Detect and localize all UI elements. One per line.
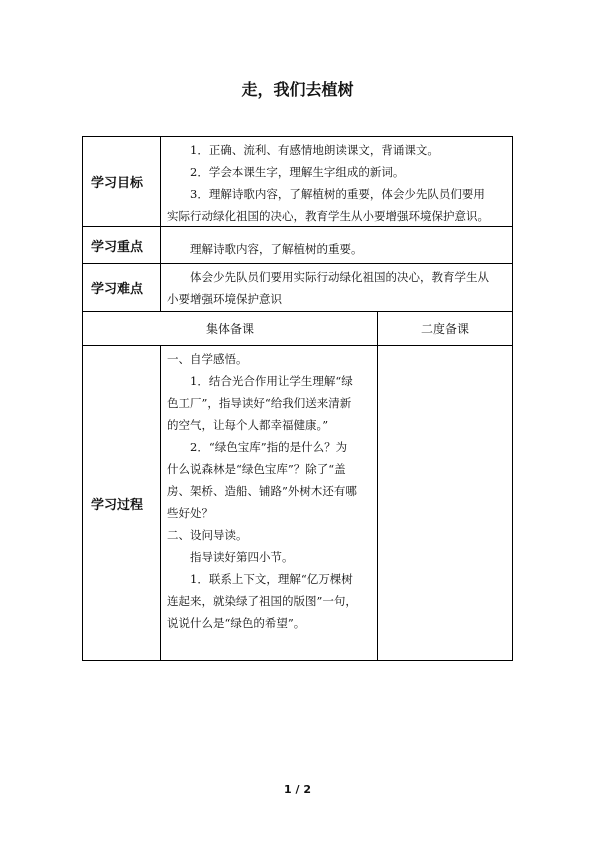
table-border-bottom [82, 660, 512, 661]
goals-line: 实际行动绿化祖国的决心，教育学生从小要增强环境保护意识。 [167, 209, 489, 223]
process-line: 房、架桥、造船、铺路”外树木还有哪 [167, 484, 357, 498]
process-line: 2．“绿色宝库”指的是什么？为 [190, 440, 348, 454]
process-line: 些好处？ [167, 506, 213, 520]
process-line: 1．联系上下文，理解“亿万棵树 [190, 572, 353, 586]
key-points-label: 学习重点 [91, 239, 144, 255]
secondary-prep-notes [378, 346, 512, 660]
goals-content [167, 139, 512, 226]
difficulties-content [167, 266, 512, 310]
collective-prep-header: 集体备课 [205, 322, 254, 336]
process-label: 学习过程 [91, 497, 144, 513]
process-content [167, 348, 372, 648]
difficulties-line: 小要增强环境保护意识 [167, 292, 282, 306]
table-column-divider [160, 136, 161, 311]
goals-line: 3．理解诗歌内容，了解植树的重要，体会少先队员们要用 [190, 187, 485, 201]
process-line: 说说什么是“绿色的希望”。 [167, 616, 306, 630]
goals-label: 学习目标 [91, 176, 144, 191]
process-line: 指导读好第四小节。 [190, 550, 294, 564]
process-line: 连起来，就染绿了祖国的版图”一句， [167, 594, 357, 608]
process-line: 的空气，让每个人都幸福健康。” [167, 418, 329, 432]
process-line: 二、设问导读。 [167, 528, 248, 542]
process-line: 一、自学感悟。 [167, 352, 248, 366]
secondary-prep-header: 二度备课 [420, 322, 469, 336]
key-points-content [167, 238, 512, 260]
difficulties-line: 体会少先队员们要用实际行动绿化祖国的决心，教育学生从 [190, 270, 489, 284]
table-column-divider [160, 345, 161, 660]
table-border-right [512, 136, 513, 661]
process-line: 什么说森林是“绿色宝库”？除了“盖 [167, 462, 346, 476]
process-line: 色工厂”，指导读好“给我们送来清新 [167, 396, 352, 410]
page-number: 1 / 2 [284, 783, 311, 796]
process-line: 1．结合光合作用让学生理解“绿 [190, 374, 353, 388]
document-title: 走，我们去植树 [241, 80, 354, 99]
goals-line: 2．学会本课生字，理解生字组成的新词。 [190, 165, 405, 179]
difficulties-label: 学习难点 [91, 282, 144, 297]
key-points-text: 理解诗歌内容，了解植树的重要。 [190, 242, 363, 256]
goals-line: 1．正确、流利、有感情地朗读课文，背诵课文。 [190, 143, 439, 157]
